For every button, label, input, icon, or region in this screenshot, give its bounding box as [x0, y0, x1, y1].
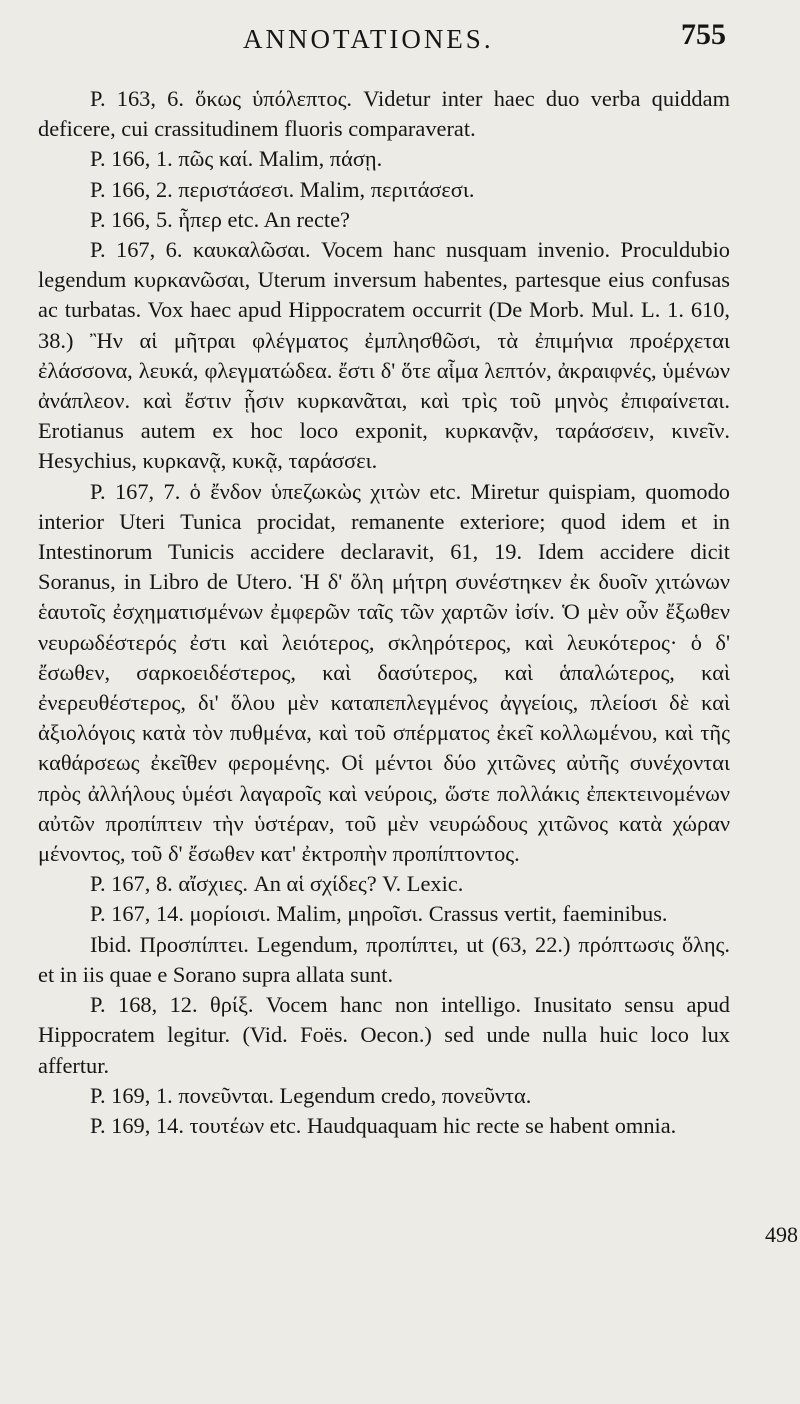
annotation-entry: P. 166, 5. ἧπερ etc. An recte?: [90, 206, 350, 232]
page-header: [38, 0, 730, 84]
annotation-entry: P. 167, 6. καυκαλῶσαι. Vocem hanc nusquam invenio. Proculdubio legendum κυρκανῶσαι, Uterum inversum habentes, partesque eius confusas ac turbatas. Vox haec apud Hippocratem occurrit (De Morb. Mul. L. 1. 610, 38.) Ἢν αἱ μῆτραι φλέγματος ἐμπλησθῶσι, τὰ ἐπιμήνια προέρχεται ἐλάσσονα, λευκά, φλεγματώδεα. ἔστι δ' ὅτε αἷμα λεπτόν, ἀκραιφνές, ὑμένων ἀνάπλεον. καὶ ἔστιν ᾗσιν κυρκανᾶται, καὶ τρὶς τοῦ μηνὸς ἐπιφαίνεται. Erotianus autem ex hoc loco exponit, κυρκανᾷν, ταράσσειν, κινεῖν. Hesychius, κυρκανᾷ, κυκᾷ, ταράσσει.: [38, 237, 730, 474]
annotation-entry: Ibid. Προσπίπτει. Legendum, προπίπτει, ut (63, 22.) πρόπτωσις ὅλης. et in iis quae e Sorano supra allata sunt.: [38, 931, 730, 987]
annotation-entry: P. 169, 1. πονεῦνται. Legendum credo, πονεῦντα.: [90, 1082, 532, 1108]
margin-page-number: 498: [765, 1222, 798, 1247]
annotation-entry: P. 168, 12. θρίξ. Vocem hanc non intelligo. Inusitato sensu apud Hippocratem legitur. (Vid. Foës. Oecon.) sed unde nulla huic loco lux affertur.: [38, 992, 730, 1078]
annotation-entry: P. 167, 8. αἴσχιες. An αἱ σχίδες? V. Lexic.: [90, 871, 464, 897]
annotation-entry: P. 166, 2. περιστάσεσι. Malim, περιτάσεσι.: [90, 176, 475, 202]
annotation-entry: P. 167, 7. ὁ ἔνδον ὑπεζωκὼς χιτὼν etc. Miretur quispiam, quomodo interior Uteri Tunica procidat, remanente exteriore; quod idem et in Intestinorum Tunicis accidere declaravit, 61, 19. Idem accidere dicit Soranus, in Libro de Utero. Ἡ δ' ὅλη μήτρη συνέστηκεν ἐκ δυοῖν χιτώνων ἑαυτοῖς ἐσχηματισμένων ἐμφερῶν ταῖς τῶν χαρτῶν ἰσίν. Ὁ μὲν οὖν ἔξωθεν νευρωδέστερός ἐστι καὶ λειότερος, σκληρότερος, καὶ λευκότερος· ὁ δ' ἔσωθεν, σαρκοειδέστερος, καὶ δασύτερος, καὶ ἁπαλώτερος, καὶ ἐνερευθέστερος, δι' ὅλου μὲν καταπεπλεγμένος ἀγγείοις, πλείοσι δὲ καὶ ἀξιολόγοις κατὰ τὸν πυθμένα, καὶ τοῦ σπέρματος ἐκεῖ κολλωμένου, καὶ τῆς καθάρσεως ἐκεῖθεν φερομένης. Οἱ μέντοι δύο χιτῶνες αὐτῆς συνέχονται πρὸς ἀλλήλους ὑμέσι λαγαροῖς καὶ νεύροις, ὥστε πολλάκις ἐπεκτεινομένων αὐτῶν προπίπτειν τὴν ὑστέραν, τοῦ μὲν νευρώδους χιτῶνος κατὰ χώραν μένοντος, τοῦ δ' ἔσωθεν κατ' ἐκτροπὴν προπίπτοντος.: [38, 478, 730, 867]
annotation-entry: P. 166, 1. πῶς καί. Malim, πάσῃ.: [90, 146, 383, 172]
annotation-entry: P. 167, 14. μορίοισι. Malim, μηροῖσι. Crassus vertit, faeminibus.: [90, 901, 668, 927]
annotation-entry: P. 163, 6. ὅκως ὑπόλεπτος. Videtur inter haec duo verba quiddam deficere, cui crassitudinem fluoris comparaverat.: [38, 86, 730, 142]
annotations-body: [38, 84, 730, 1141]
page-number: 755: [681, 18, 726, 51]
running-head: ANNOTATIONES.: [243, 24, 494, 54]
annotation-entry: P. 169, 14. τουτέων etc. Haudquaquam hic recte se habent omnia.: [90, 1112, 677, 1138]
